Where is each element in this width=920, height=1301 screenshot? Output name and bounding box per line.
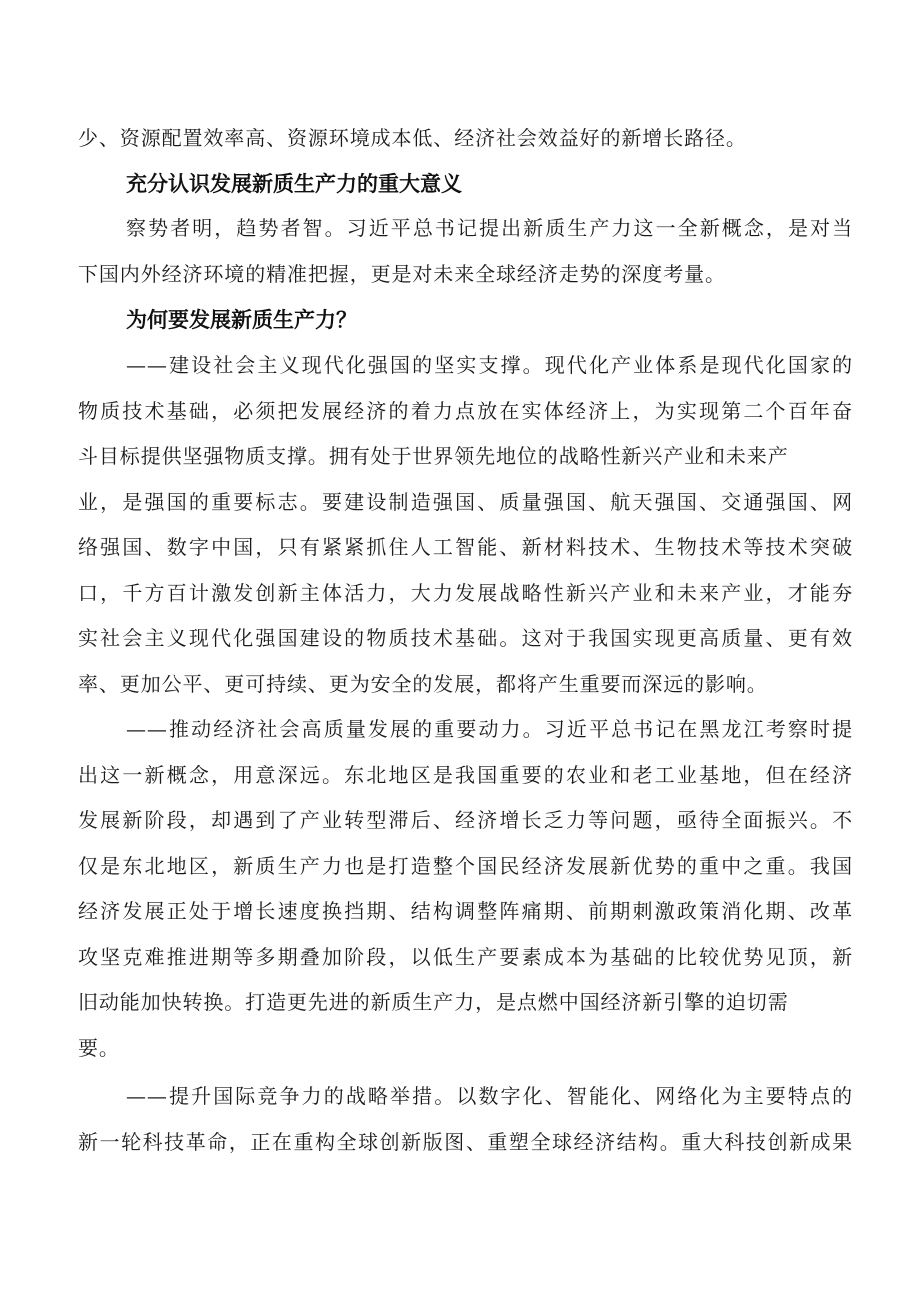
paragraph-line: 新一轮科技革命，正在重构全球创新版图、重塑全球经济结构。重大科技创新成果 — [78, 1130, 853, 1154]
paragraph-line: 率、更加公平、更可持续、更为安全的发展，都将产生重要而深远的影响。 — [78, 672, 768, 696]
paragraph-line: 络强国、数字中国，只有紧紧抓住人工智能、新材料技术、生物技术等技术突破 — [78, 535, 853, 559]
paragraph-line: 要。 — [78, 1036, 120, 1060]
paragraph-line: 经济发展正处于增长速度换挡期、结构调整阵痛期、前期刺激政策消化期、改革 — [78, 899, 853, 923]
paragraph-line: 少、资源配置效率高、资源环境成本低、经济社会效益好的新增长路径。 — [78, 126, 747, 150]
paragraph-line: 斗目标提供坚强物质支撑。拥有处于世界领先地位的战略性新兴产业和未来产 — [78, 444, 789, 468]
paragraph-line: 发展新阶段，却遇到了产业转型滞后、经济增长乏力等问题，亟待全面振兴。不 — [78, 808, 853, 832]
paragraph-line: 口，千方百计激发创新主体活力，大力发展战略性新兴产业和未来产业，才能夯 — [78, 581, 853, 605]
paragraph-line: ——推动经济社会高质量发展的重要动力。习近平总书记在黑龙江考察时提 — [126, 717, 853, 741]
paragraph-line: 攻坚克难推进期等多期叠加阶段，以低生产要素成本为基础的比较优势见顶，新 — [78, 945, 853, 969]
paragraph-line: 物质技术基础，必须把发展经济的着力点放在实体经济上，为实现第二个百年奋 — [78, 399, 853, 423]
paragraph-line: 业，是强国的重要标志。要建设制造强国、质量强国、航天强国、交通强国、网 — [78, 490, 853, 514]
paragraph-line: 出这一新概念，用意深远。东北地区是我国重要的农业和老工业基地，但在经济 — [78, 763, 853, 787]
section-heading: 为何要发展新质生产力？ — [126, 308, 357, 332]
paragraph-line: ——提升国际竞争力的战略举措。以数字化、智能化、网络化为主要特点的 — [126, 1084, 853, 1108]
paragraph-line: 仅是东北地区，新质生产力也是打造整个国民经济发展新优势的重中之重。我国 — [78, 854, 853, 878]
section-heading: 充分认识发展新质生产力的重大意义 — [126, 172, 462, 196]
paragraph-line: 下国内外经济环境的精准把握，更是对未来全球经济走势的深度考量。 — [78, 262, 726, 286]
paragraph-line: 旧动能加快转换。打造更先进的新质生产力，是点燃中国经济新引擎的迫切需 — [78, 990, 789, 1014]
paragraph-line: 实社会主义现代化强国建设的物质技术基础。这对于我国实现更高质量、更有效 — [78, 626, 853, 650]
paragraph-line: 察势者明，趋势者智。习近平总书记提出新质生产力这一全新概念，是对当 — [126, 216, 853, 240]
paragraph-line: ——建设社会主义现代化强国的坚实支撑。现代化产业体系是现代化国家的 — [126, 353, 853, 377]
